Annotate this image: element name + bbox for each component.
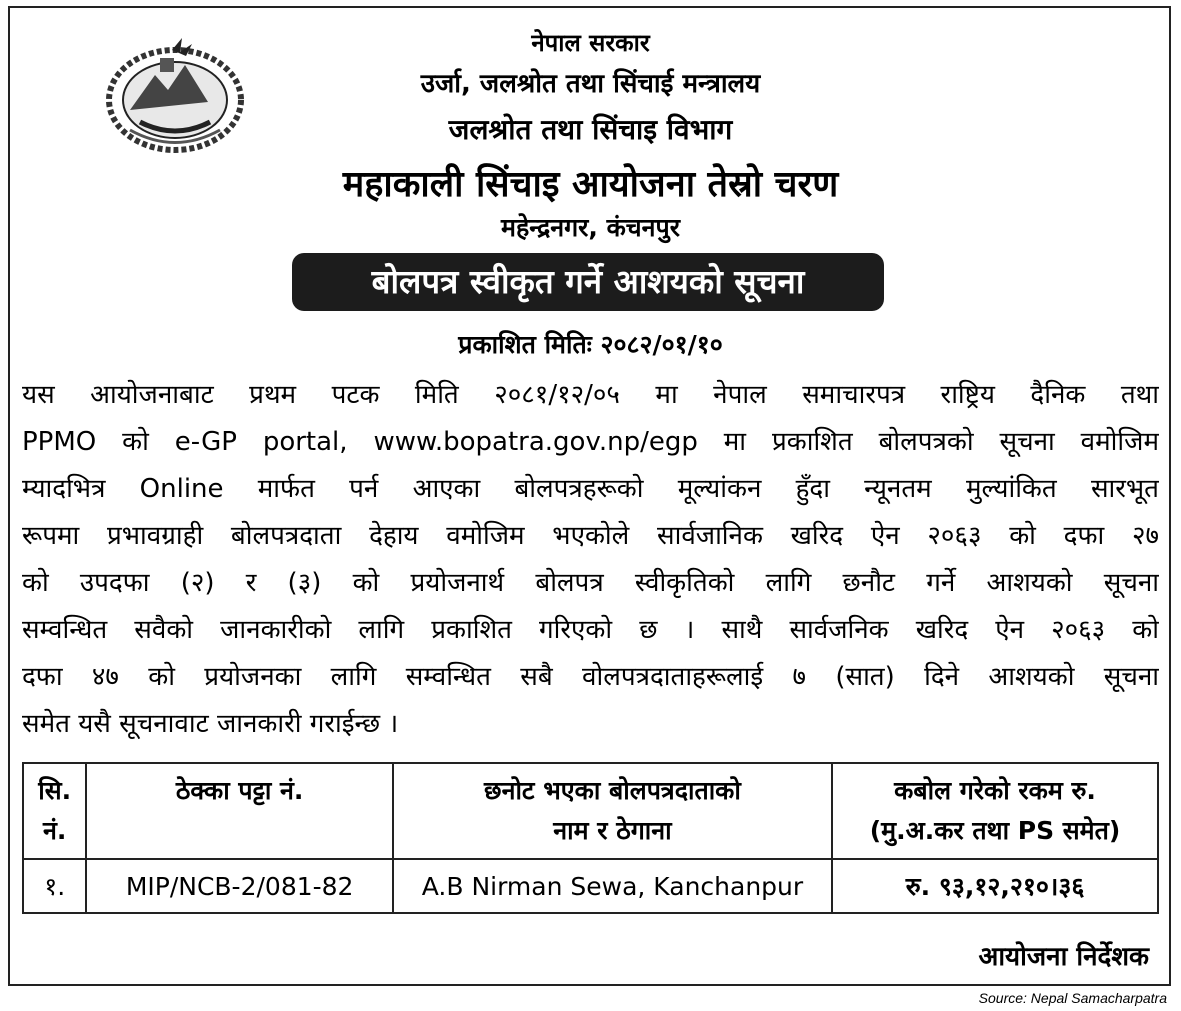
- header-serial-number: सि. नं.: [23, 763, 86, 859]
- published-date: प्रकाशित मितिः २०८२/०१/१०: [458, 330, 723, 359]
- project-name: महाकाली सिंचाइ आयोजना तेस्रो चरण: [342, 164, 839, 205]
- source-credit: Source: Nepal Samacharpatra: [978, 990, 1167, 1006]
- award-table: [22, 762, 1159, 914]
- cell-bidder: A.B Nirman Sewa, Kanchanpur: [393, 859, 832, 913]
- government-name: नेपाल सरकार: [531, 29, 650, 57]
- signatory-title: आयोजना निर्देशक: [978, 942, 1149, 972]
- department-name: जलश्रोत तथा सिंचाइ विभाग: [448, 113, 733, 146]
- cell-serial-number: १.: [23, 859, 86, 913]
- table-header-row: [23, 763, 1158, 859]
- header-bidder: छनोट भएका बोलपत्रदाताको नाम र ठेगाना: [393, 763, 832, 859]
- table-row: [23, 859, 1158, 913]
- body-line: दफा ४७ को प्रयोजनका लागि सम्वन्धित सबै वोलपत्रदाताहरूलाई ७ (सात) दिने आशयको सूचना: [22, 662, 1159, 692]
- cell-contract-number: MIP/NCB-2/081-82: [86, 859, 392, 913]
- body-line: म्यादभित्र Online मार्फत पर्न आएका बोलपत्रहरूको मूल्यांकन हुँदा न्यूनतम मुल्यांकित सारभूत: [22, 474, 1159, 504]
- ministry-name: उर्जा, जलश्रोत तथा सिंचाई मन्त्रालय: [420, 69, 761, 99]
- notice-title-banner: बोलपत्र स्वीकृत गर्ने आशयको सूचना: [292, 253, 884, 311]
- cell-bid-amount: रु. ९३,१२,२१०।३६: [832, 859, 1158, 913]
- project-location: महेन्द्रनगर, कंचनपुर: [501, 213, 680, 242]
- header-bid-amount: कबोल गरेको रकम रु. (मु.अ.कर तथा PS समेत): [832, 763, 1158, 859]
- body-line: सम्वन्धित सवैको जानकारीको लागि प्रकाशित गरिएको छ । साथै सार्वजनिक खरिद ऐन २०६३ को: [22, 615, 1159, 645]
- notice-body: [22, 372, 1159, 748]
- body-line: यस आयोजनाबाट प्रथम पटक मिति २०८१/१२/०५ मा नेपाल समाचारपत्र राष्ट्रिय दैनिक तथा: [22, 380, 1159, 410]
- body-line: समेत यसै सूचनावाट जानकारी गराईन्छ ।: [22, 709, 399, 739]
- header-contract-number: ठेक्का पट्टा नं.: [86, 763, 392, 859]
- body-line: को उपदफा (२) र (३) को प्रयोजनार्थ बोलपत्र स्वीकृतिको लागि छनौट गर्ने आशयको सूचना: [22, 568, 1159, 598]
- body-line: PPMO को e-GP portal, www.bopatra.gov.np/egp मा प्रकाशित बोलपत्रको सूचना वमोजिम: [22, 427, 1159, 457]
- body-line: रूपमा प्रभावग्राही बोलपत्रदाता देहाय वमोजिम भएकोले सार्वजानिक खरिद ऐन २०६३ को दफा २७: [22, 521, 1159, 551]
